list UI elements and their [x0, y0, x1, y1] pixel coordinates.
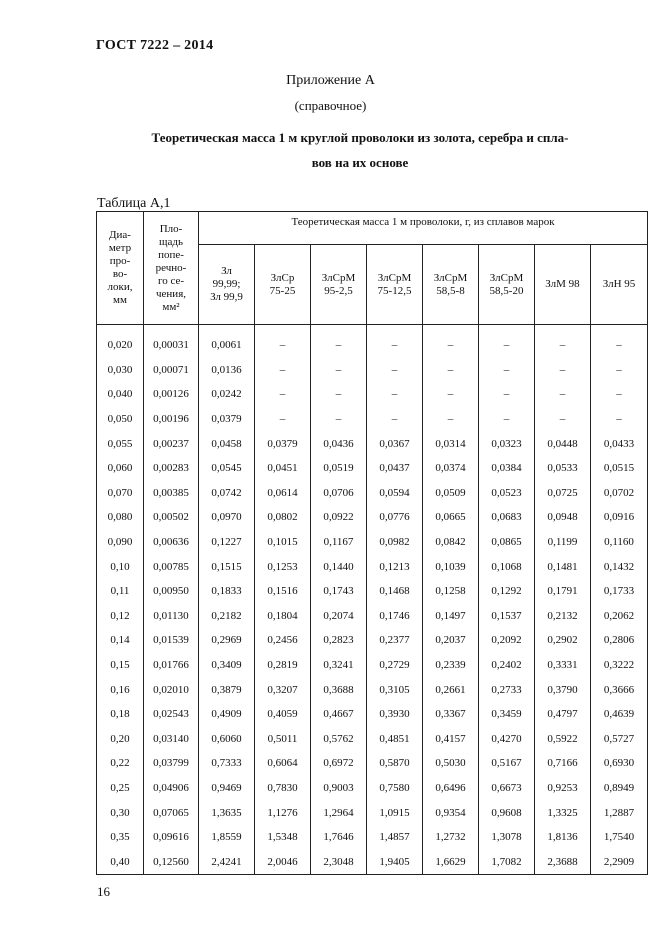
table-row: [97, 751, 648, 776]
table-cell: 0,4059: [255, 702, 311, 727]
table-cell: 0,0545: [199, 456, 255, 481]
header-line: 58,5-8: [436, 284, 465, 297]
table-cell: 0,0448: [535, 431, 591, 456]
table-cell: –: [255, 358, 311, 383]
table-cell: 0,0614: [255, 481, 311, 506]
table-cell: 0,1199: [535, 530, 591, 555]
table-row: [97, 727, 648, 752]
table-cell: 0,5870: [367, 751, 423, 776]
header-line: ЗлН 95: [602, 278, 636, 290]
table-cell: 0,2823: [311, 628, 367, 653]
table-cell: 0,0725: [535, 481, 591, 506]
table-cell: 0,0379: [199, 407, 255, 432]
table-row: [97, 407, 648, 432]
table-cell: –: [535, 325, 591, 358]
table-cell: 0,25: [97, 776, 144, 801]
table-row: [97, 481, 648, 506]
table-cell: 0,7166: [535, 751, 591, 776]
table-cell: 0,00385: [144, 481, 199, 506]
header-line: мм²: [162, 300, 180, 313]
table-row: [97, 653, 648, 678]
appendix-title: Приложение А: [286, 73, 375, 88]
table-cell: 1,3635: [199, 800, 255, 825]
header-line: речно-: [155, 261, 187, 274]
table-cell: 0,0519: [311, 456, 367, 481]
table-cell: 0,1515: [199, 554, 255, 579]
table-cell: 0,9003: [311, 776, 367, 801]
table-cell: 0,0665: [423, 505, 479, 530]
table-cell: 0,09616: [144, 825, 199, 850]
header-line: го се-: [157, 274, 185, 287]
table-row: [97, 825, 648, 850]
table-cell: 0,1516: [255, 579, 311, 604]
table-row: [97, 382, 648, 407]
header-alloy: [591, 245, 648, 325]
table-cell: 0,1791: [535, 579, 591, 604]
table-row: [97, 604, 648, 629]
table-cell: 0,00196: [144, 407, 199, 432]
table-cell: –: [479, 358, 535, 383]
table-cell: 0,2806: [591, 628, 648, 653]
table-cell: 0,1537: [479, 604, 535, 629]
header-line: ЗлСрМ: [377, 271, 412, 284]
table-cell: –: [311, 407, 367, 432]
table-cell: 0,7830: [255, 776, 311, 801]
header-line: ЗлСрМ: [433, 271, 468, 284]
table-cell: 0,01766: [144, 653, 199, 678]
table-cell: 0,0702: [591, 481, 648, 506]
table-row: [97, 505, 648, 530]
table-cell: 0,14: [97, 628, 144, 653]
table-cell: –: [535, 382, 591, 407]
table-cell: 0,2733: [479, 677, 535, 702]
page-number: 16: [97, 884, 110, 899]
table-cell: 1,5348: [255, 825, 311, 850]
header-alloy: [423, 245, 479, 325]
table-cell: 0,0323: [479, 431, 535, 456]
header-alloy: [535, 245, 591, 325]
table-row: [97, 325, 648, 358]
table-cell: 0,1227: [199, 530, 255, 555]
table-cell: 0,01130: [144, 604, 199, 629]
table-cell: 0,0314: [423, 431, 479, 456]
table-cell: 0,1160: [591, 530, 648, 555]
table-cell: 0,12: [97, 604, 144, 629]
table-row: [97, 677, 648, 702]
header-line: ЗлСрМ: [321, 271, 356, 284]
table-cell: 0,1258: [423, 579, 479, 604]
table-cell: 0,4639: [591, 702, 648, 727]
table-cell: 0,1167: [311, 530, 367, 555]
table-cell: 0,0379: [255, 431, 311, 456]
table-cell: 1,6629: [423, 849, 479, 874]
table-row: [97, 628, 648, 653]
table-cell: 0,0437: [367, 456, 423, 481]
header-line: про-: [109, 255, 131, 267]
table-cell: 0,0742: [199, 481, 255, 506]
table-cell: 0,3930: [367, 702, 423, 727]
table-label: Таблица А,1: [97, 196, 171, 211]
table-cell: 2,4241: [199, 849, 255, 874]
table-cell: 0,050: [97, 407, 144, 432]
table-cell: 0,2182: [199, 604, 255, 629]
table-cell: 0,0433: [591, 431, 648, 456]
table-cell: 0,020: [97, 325, 144, 358]
header-alloy: [255, 245, 311, 325]
table-cell: 0,18: [97, 702, 144, 727]
table-cell: 0,1440: [311, 554, 367, 579]
table-cell: 0,040: [97, 382, 144, 407]
table-cell: 0,2729: [367, 653, 423, 678]
table-cell: 0,9608: [479, 800, 535, 825]
table-cell: 0,2661: [423, 677, 479, 702]
table-cell: 0,15: [97, 653, 144, 678]
table-row: [97, 554, 648, 579]
table-cell: 0,2819: [255, 653, 311, 678]
table-cell: 1,2887: [591, 800, 648, 825]
header-line: ЗлСр: [270, 271, 295, 284]
table-cell: 0,3879: [199, 677, 255, 702]
table-cell: 0,3105: [367, 677, 423, 702]
table-cell: 0,0776: [367, 505, 423, 530]
header-alloy: [479, 245, 535, 325]
table-cell: 0,00126: [144, 382, 199, 407]
header-mass-group: Теоретическая масса 1 м проволоки, г, из сплавов марок: [199, 212, 648, 245]
table-cell: 0,0136: [199, 358, 255, 383]
header-line: 99,99;: [212, 278, 241, 290]
table-cell: 1,1276: [255, 800, 311, 825]
table-cell: –: [255, 325, 311, 358]
header-line: чения,: [156, 287, 186, 300]
table-row: [97, 530, 648, 555]
table-cell: –: [367, 407, 423, 432]
table-cell: 0,7580: [367, 776, 423, 801]
table-cell: 2,3688: [535, 849, 591, 874]
table-cell: 0,3241: [311, 653, 367, 678]
table-cell: 0,4667: [311, 702, 367, 727]
header-alloy: [311, 245, 367, 325]
table-cell: 0,9253: [535, 776, 591, 801]
appendix-type: (справочное): [294, 98, 367, 113]
table-cell: 0,3459: [479, 702, 535, 727]
table-row: [97, 579, 648, 604]
table-cell: 0,4157: [423, 727, 479, 752]
table-cell: 0,070: [97, 481, 144, 506]
table-cell: 0,6064: [255, 751, 311, 776]
header-line: 75-12,5: [377, 284, 412, 297]
table-cell: –: [591, 358, 648, 383]
table-cell: –: [479, 325, 535, 358]
table-cell: 1,3325: [535, 800, 591, 825]
table-cell: 0,1481: [535, 554, 591, 579]
table-cell: 0,0242: [199, 382, 255, 407]
table-cell: –: [311, 358, 367, 383]
table-cell: 0,5011: [255, 727, 311, 752]
header-line: Пло-: [159, 222, 183, 235]
table-cell: 0,1039: [423, 554, 479, 579]
caption-line-2: вов на их основе: [311, 155, 409, 170]
table-cell: 0,090: [97, 530, 144, 555]
header-line: ЗлМ 98: [545, 278, 580, 290]
table-cell: 2,2909: [591, 849, 648, 874]
table-cell: 0,8949: [591, 776, 648, 801]
table-cell: 0,6060: [199, 727, 255, 752]
table-row: [97, 776, 648, 801]
header-line: 75-25: [269, 284, 296, 297]
table-row: [97, 358, 648, 383]
table-cell: –: [591, 407, 648, 432]
table-cell: 1,2732: [423, 825, 479, 850]
table-cell: 0,0706: [311, 481, 367, 506]
table-cell: 0,6496: [423, 776, 479, 801]
header-line: метр: [108, 242, 132, 254]
table-cell: 0,055: [97, 431, 144, 456]
table-cell: 0,22: [97, 751, 144, 776]
table-row: [97, 456, 648, 481]
header-alloy: [199, 245, 255, 325]
table-cell: 0,00950: [144, 579, 199, 604]
table-cell: 0,0916: [591, 505, 648, 530]
table-caption: [60, 125, 660, 175]
header-line: мм: [113, 294, 127, 306]
table-row: [97, 431, 648, 456]
table-cell: 0,2074: [311, 604, 367, 629]
table-cell: –: [535, 407, 591, 432]
table-cell: 0,2377: [367, 628, 423, 653]
table-cell: 1,9405: [367, 849, 423, 874]
table-cell: 0,4270: [479, 727, 535, 752]
table-cell: 0,6673: [479, 776, 535, 801]
table-cell: 0,2062: [591, 604, 648, 629]
table-cell: 1,7082: [479, 849, 535, 874]
table-cell: 0,3222: [591, 653, 648, 678]
table-cell: –: [423, 407, 479, 432]
table-cell: 0,3207: [255, 677, 311, 702]
table-cell: 0,2969: [199, 628, 255, 653]
table-cell: 0,02010: [144, 677, 199, 702]
table-cell: –: [367, 358, 423, 383]
table-cell: 0,04906: [144, 776, 199, 801]
table-cell: 0,3790: [535, 677, 591, 702]
table-cell: 0,080: [97, 505, 144, 530]
table-cell: 0,3666: [591, 677, 648, 702]
table-cell: 0,0458: [199, 431, 255, 456]
table-cell: 0,4909: [199, 702, 255, 727]
table-cell: 1,4857: [367, 825, 423, 850]
table-cell: 0,0367: [367, 431, 423, 456]
table-cell: –: [255, 382, 311, 407]
table-cell: 0,060: [97, 456, 144, 481]
table-cell: 0,00237: [144, 431, 199, 456]
table-cell: 0,00636: [144, 530, 199, 555]
table-cell: –: [423, 325, 479, 358]
table-cell: 0,0865: [479, 530, 535, 555]
table-cell: 0,0922: [311, 505, 367, 530]
table-cell: 0,01539: [144, 628, 199, 653]
table-cell: 0,1292: [479, 579, 535, 604]
table-cell: 0,0384: [479, 456, 535, 481]
table-row: [97, 849, 648, 874]
table-cell: 0,0802: [255, 505, 311, 530]
table-cell: 0,0970: [199, 505, 255, 530]
table-cell: 0,0374: [423, 456, 479, 481]
table-cell: 0,10: [97, 554, 144, 579]
table-cell: 0,1833: [199, 579, 255, 604]
table-cell: 0,2902: [535, 628, 591, 653]
table-cell: –: [423, 382, 479, 407]
table-cell: 0,030: [97, 358, 144, 383]
table-cell: 0,5922: [535, 727, 591, 752]
table-cell: 0,3409: [199, 653, 255, 678]
table-cell: 0,12560: [144, 849, 199, 874]
table-cell: 0,1468: [367, 579, 423, 604]
table-cell: 0,2339: [423, 653, 479, 678]
table-cell: 0,3367: [423, 702, 479, 727]
table-cell: 0,03799: [144, 751, 199, 776]
table-cell: 2,3048: [311, 849, 367, 874]
table-cell: 0,2092: [479, 628, 535, 653]
document-code: ГОСТ 7222 – 2014: [96, 38, 214, 53]
table-cell: 0,5727: [591, 727, 648, 752]
table-cell: 0,1068: [479, 554, 535, 579]
table-cell: 0,1743: [311, 579, 367, 604]
header-area: [144, 212, 199, 325]
table-cell: 0,16: [97, 677, 144, 702]
table-cell: 1,0915: [367, 800, 423, 825]
header-alloy: [367, 245, 423, 325]
table-cell: 0,4851: [367, 727, 423, 752]
table-cell: 0,1015: [255, 530, 311, 555]
table-cell: 1,7646: [311, 825, 367, 850]
table-cell: 1,8559: [199, 825, 255, 850]
table-cell: 0,00071: [144, 358, 199, 383]
table-row: [97, 702, 648, 727]
table-cell: 0,0948: [535, 505, 591, 530]
table-cell: 0,00283: [144, 456, 199, 481]
caption-line-1: Теоретическая масса 1 м круглой проволоки из золота, серебра и спла-: [151, 130, 569, 145]
table-cell: 0,2132: [535, 604, 591, 629]
table-cell: –: [591, 382, 648, 407]
table-cell: 0,00502: [144, 505, 199, 530]
table-cell: –: [423, 358, 479, 383]
table-cell: 0,03140: [144, 727, 199, 752]
table-cell: 0,40: [97, 849, 144, 874]
table-row: [97, 800, 648, 825]
table-cell: 0,35: [97, 825, 144, 850]
table-cell: 0,1253: [255, 554, 311, 579]
table-cell: 0,6930: [591, 751, 648, 776]
table-cell: –: [255, 407, 311, 432]
table-cell: 0,1733: [591, 579, 648, 604]
table-cell: 0,0451: [255, 456, 311, 481]
table-cell: –: [311, 325, 367, 358]
table-cell: 0,0515: [591, 456, 648, 481]
table-cell: 0,7333: [199, 751, 255, 776]
table-cell: 1,7540: [591, 825, 648, 850]
header-line: Зл: [221, 265, 232, 277]
table-cell: 0,3331: [535, 653, 591, 678]
header-line: Диа-: [109, 229, 131, 241]
table-cell: 0,9469: [199, 776, 255, 801]
header-line: щадь: [159, 235, 183, 248]
header-line: 58,5-20: [489, 284, 524, 297]
table-cell: –: [479, 407, 535, 432]
table-cell: 0,1746: [367, 604, 423, 629]
table-cell: 0,5762: [311, 727, 367, 752]
table-cell: –: [535, 358, 591, 383]
table-cell: 0,9354: [423, 800, 479, 825]
table-cell: –: [367, 382, 423, 407]
table-cell: 0,00031: [144, 325, 199, 358]
header-line: Зл 99,9: [210, 291, 243, 303]
table-cell: 0,1804: [255, 604, 311, 629]
table-cell: 1,2964: [311, 800, 367, 825]
table-cell: –: [367, 325, 423, 358]
table-cell: 0,5167: [479, 751, 535, 776]
table-cell: –: [479, 382, 535, 407]
table-cell: 0,0982: [367, 530, 423, 555]
table-cell: 0,2402: [479, 653, 535, 678]
table-cell: 0,1497: [423, 604, 479, 629]
table-cell: 0,30: [97, 800, 144, 825]
header-diameter: [97, 212, 144, 325]
table-cell: 0,0842: [423, 530, 479, 555]
table-cell: 0,20: [97, 727, 144, 752]
table-cell: 0,02543: [144, 702, 199, 727]
table-cell: 0,07065: [144, 800, 199, 825]
table-cell: 0,2456: [255, 628, 311, 653]
table-cell: 1,3078: [479, 825, 535, 850]
table-cell: 0,3688: [311, 677, 367, 702]
table-cell: –: [311, 382, 367, 407]
table-cell: 0,0594: [367, 481, 423, 506]
table-cell: 0,0533: [535, 456, 591, 481]
table-cell: 0,1213: [367, 554, 423, 579]
table-cell: 0,1432: [591, 554, 648, 579]
table-cell: 0,00785: [144, 554, 199, 579]
table-cell: 0,11: [97, 579, 144, 604]
table-cell: 0,0436: [311, 431, 367, 456]
table-cell: 0,0523: [479, 481, 535, 506]
header-line: во-: [112, 268, 128, 280]
header-line: 95-2,5: [324, 284, 353, 297]
table-cell: 0,0683: [479, 505, 535, 530]
table-cell: 0,5030: [423, 751, 479, 776]
table-cell: 1,8136: [535, 825, 591, 850]
table-cell: 0,0509: [423, 481, 479, 506]
table-cell: 2,0046: [255, 849, 311, 874]
mass-table: [96, 211, 648, 875]
table-cell: –: [591, 325, 648, 358]
header-line: ЗлСрМ: [489, 271, 524, 284]
header-line: попе-: [158, 248, 184, 261]
table-cell: 0,6972: [311, 751, 367, 776]
table-cell: 0,2037: [423, 628, 479, 653]
header-line: локи,: [107, 281, 133, 293]
table-cell: 0,0061: [199, 325, 255, 358]
table-cell: 0,4797: [535, 702, 591, 727]
